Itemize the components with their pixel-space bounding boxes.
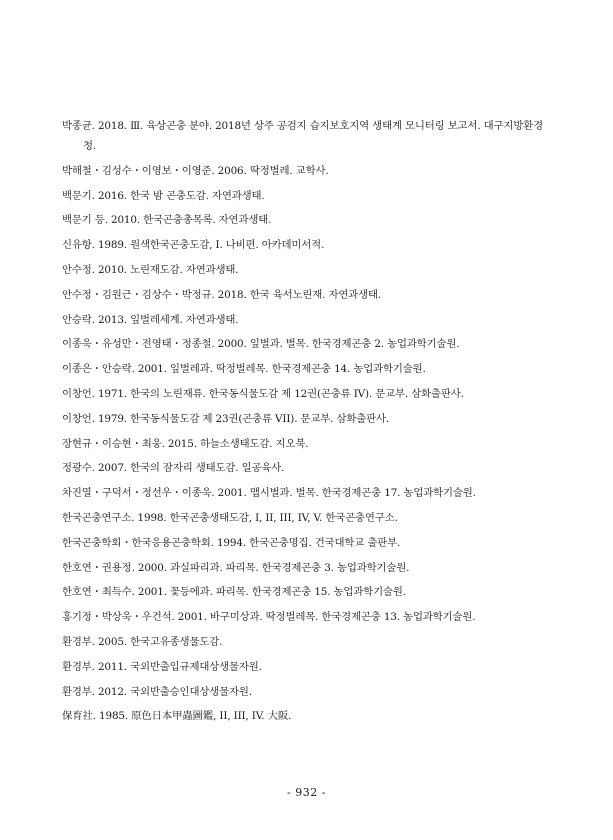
reference-entry: 차진열・구덕서・정선우・이종욱. 2001. 맵시벌과. 벌목. 한국경제곤충 17. 농업과학기술원. [62, 487, 476, 500]
reference-entry: 이창언. 1979. 한국동식물도감 제 23권(곤충류 VII). 문교부. 삼화출판사. [62, 412, 390, 425]
reference-entry: 백문기. 2016. 한국 밤 곤충도감. 자연과생태. [62, 189, 265, 202]
reference-entry: 환경부. 2005. 한국고유종생물도감. [62, 635, 223, 648]
reference-entry: 이창언. 1971. 한국의 노린재류. 한국동식물도감 제 12권(곤충류 IV). 문교부. 삼화출판사. [62, 387, 464, 400]
reference-entry: 박해철・김성수・이영보・이영준. 2006. 딱정벌레. 교학사. [62, 164, 329, 177]
reference-entry: 한국곤충학회・한국응용곤충학회. 1994. 한국곤충명집. 건국대학교 출판부. [62, 536, 401, 549]
reference-entry: 안수정. 2010. 노린재도감. 자연과생태. [62, 263, 239, 276]
reference-entry: 안수정・김원근・김상수・박정규. 2018. 한국 육서노린재. 자연과생태. [62, 288, 382, 301]
reference-entry: 장현규・이승현・최웅. 2015. 하늘소생태도감. 지오북. [62, 437, 309, 450]
reference-entry: 정광수. 2007. 한국의 잠자리 생태도감. 일공육사. [62, 462, 285, 475]
reference-entry: 백문기 등. 2010. 한국곤충총목록. 자연과생태. [62, 214, 272, 227]
reference-list [62, 116, 552, 731]
reference-entry: 한국곤충연구소. 1998. 한국곤충생태도감, I, II, III, IV, V. 한국곤충연구소. [62, 511, 398, 524]
reference-entry: 이종욱・유성만・전영태・정종철. 2000. 잎벌과. 벌목. 한국경제곤충 2. 농업과학기술원. [62, 338, 460, 351]
reference-entry: 박종균. 2018. Ⅲ. 육상곤충 분야. 2018년 상주 공검지 습지보호지역 생태계 모니터링 보고서. 대구지방환경청. [62, 120, 543, 152]
reference-entry: 홍기정・박상욱・우건석. 2001. 바구미상과. 딱정벌레목. 한국경제곤충 13. 농업과학기술원. [62, 611, 476, 624]
reference-entry: 환경부. 2011. 국외반출입규제대상생물자원. [62, 660, 262, 673]
reference-entry: 안승락. 2013. 잎벌레세계. 자연과생태. [62, 313, 239, 326]
reference-entry: 신유항. 1989. 원색한국곤충도감, I. 나비편. 아카데미서적. [62, 239, 325, 252]
reference-entry: 환경부. 2012. 국외반출승인대상생물자원. [62, 685, 252, 698]
page-number: - 932 - [287, 786, 326, 799]
reference-entry: 保育社. 1985. 原色日本甲蟲圖鑑, II, III, IV. 大阪. [62, 710, 292, 723]
reference-entry: 한호연・최득수. 2001. 꽃등에과. 파리목. 한국경제곤충 15. 농업과학기술원. [62, 586, 406, 599]
reference-entry: 한호연・권용정. 2000. 과실파리과. 파리목. 한국경제곤충 3. 농업과학기술원. [62, 561, 410, 574]
reference-entry: 이종은・안승락. 2001. 잎벌레과. 딱정벌레목. 한국경제곤충 14. 농업과학기술원. [62, 363, 426, 376]
